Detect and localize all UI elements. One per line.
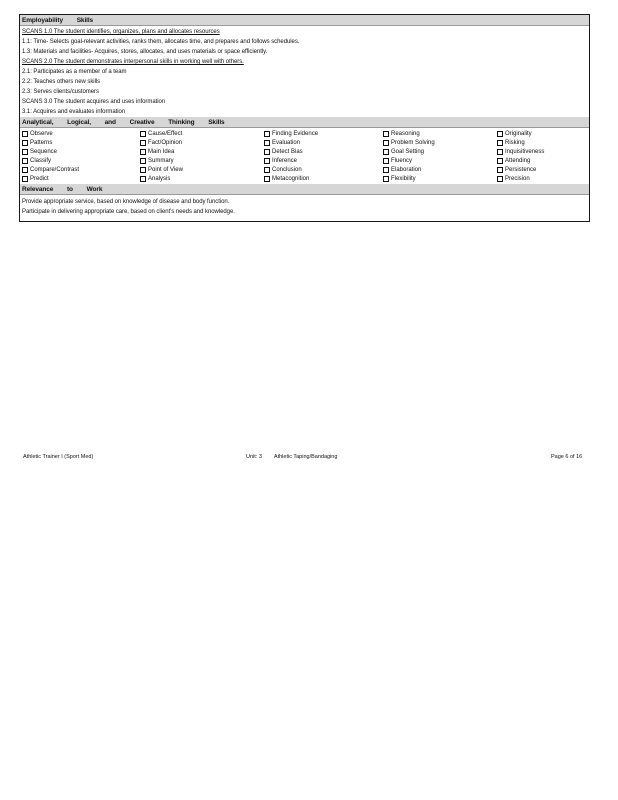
- thinking-header-word: Skills: [208, 119, 225, 126]
- scans-heading: SCANS 2.0 The student demonstrates interpersonal skills in working well with others.: [22, 59, 244, 65]
- relevance-line: Provide appropriate service, based on knowledge of disease and body function.: [22, 199, 230, 205]
- skill-label: Precision: [505, 176, 530, 183]
- skill-label: Conclusion: [272, 167, 302, 174]
- checkbox[interactable]: [22, 158, 28, 164]
- skill-label: Classify: [30, 158, 52, 165]
- checkbox[interactable]: [383, 158, 389, 164]
- checkbox[interactable]: [383, 176, 389, 182]
- skill-label: Detect Bias: [272, 148, 303, 155]
- skill-label: Cause/Effect: [148, 130, 183, 137]
- skill-label: Evaluation: [272, 139, 301, 146]
- checkbox[interactable]: [264, 158, 270, 164]
- skills-column: [22, 129, 140, 184]
- scans-line: 2.1: Participates as a member of a team: [22, 69, 127, 75]
- checkbox[interactable]: [22, 149, 28, 155]
- skill-label: Flexibility: [391, 176, 416, 183]
- skill-label: Patterns: [30, 139, 53, 146]
- skill-checkbox-item[interactable]: [383, 138, 497, 147]
- footer-unit-label: Unit: 3: [246, 454, 262, 460]
- skill-label: Fact/Opinion: [148, 139, 183, 146]
- employability-header-word: Skills: [76, 17, 94, 24]
- checkbox[interactable]: [497, 158, 503, 164]
- skill-label: Summary: [148, 158, 174, 165]
- skill-checkbox-item[interactable]: [264, 175, 383, 184]
- skill-checkbox-item[interactable]: [383, 157, 497, 166]
- skill-checkbox-item[interactable]: [22, 129, 140, 138]
- checkbox[interactable]: [497, 140, 503, 146]
- scans-heading: SCANS 1.0 The student identifies, organizes, plans and allocates resources: [22, 29, 220, 35]
- relevance-line: Participate in delivering appropriate care, based on client's needs and knowledge.: [22, 209, 235, 215]
- checkbox[interactable]: [140, 176, 146, 182]
- scans-line: 1.3: Materials and facilities- Acquires, stores, allocates, and uses materials or space efficiently.: [22, 49, 268, 55]
- checkbox[interactable]: [22, 131, 28, 137]
- scans-line: SCANS 3.0 The student acquires and uses information: [22, 99, 166, 105]
- checkbox[interactable]: [264, 140, 270, 146]
- skill-label: Predict: [30, 176, 49, 183]
- skill-label: Originality: [505, 130, 532, 137]
- skill-checkbox-item[interactable]: [22, 175, 140, 184]
- relevance-header: [20, 184, 589, 195]
- checkbox[interactable]: [383, 149, 389, 155]
- checkbox[interactable]: [383, 167, 389, 173]
- skill-label: Sequence: [30, 148, 58, 155]
- checkbox[interactable]: [22, 176, 28, 182]
- scans-line: 2.3: Serves clients/customers: [22, 89, 99, 95]
- skill-label: Metacognition: [272, 176, 310, 183]
- skill-checkbox-item[interactable]: [383, 175, 497, 184]
- skill-label: Observe: [30, 130, 53, 137]
- skill-checkbox-item[interactable]: [497, 157, 587, 166]
- skill-checkbox-item[interactable]: [497, 138, 587, 147]
- checkbox[interactable]: [264, 149, 270, 155]
- footer-unit-title: Athletic Taping/Bandaging: [273, 454, 338, 460]
- skill-label: Compare/Contrast: [30, 167, 80, 174]
- skill-label: Finding Evidence: [272, 130, 319, 137]
- skill-checkbox-item[interactable]: [140, 166, 264, 175]
- checkbox[interactable]: [140, 131, 146, 137]
- skills-column: [264, 129, 383, 184]
- checkbox[interactable]: [264, 176, 270, 182]
- skill-checkbox-item[interactable]: [497, 175, 587, 184]
- skills-column: [140, 129, 264, 184]
- scans-list: [20, 26, 589, 117]
- employability-header: [20, 15, 589, 26]
- skill-label: Reasoning: [391, 130, 420, 137]
- skill-checkbox-item[interactable]: [383, 147, 497, 156]
- skill-checkbox-item[interactable]: [22, 166, 140, 175]
- thinking-header-word: Logical,: [67, 119, 91, 126]
- checkbox[interactable]: [140, 149, 146, 155]
- skills-column: [497, 129, 587, 184]
- checkbox[interactable]: [383, 140, 389, 146]
- skill-checkbox-item[interactable]: [264, 166, 383, 175]
- thinking-header-word: Thinking: [168, 119, 195, 126]
- skill-checkbox-item[interactable]: [140, 175, 264, 184]
- checkbox[interactable]: [264, 167, 270, 173]
- skill-checkbox-item[interactable]: [140, 138, 264, 147]
- skill-label: Main Idea: [148, 148, 175, 155]
- thinking-skills-grid: [20, 128, 589, 184]
- footer-page-number: Page 6 of 16: [551, 454, 583, 460]
- skill-checkbox-item[interactable]: [264, 157, 383, 166]
- relevance-header-word: Relevance: [22, 186, 54, 193]
- skill-label: Fluency: [391, 158, 413, 165]
- relevance-header-word: Work: [86, 186, 103, 193]
- checkbox[interactable]: [264, 131, 270, 137]
- skill-checkbox-item[interactable]: [140, 129, 264, 138]
- checkbox[interactable]: [383, 131, 389, 137]
- skill-checkbox-item[interactable]: [22, 147, 140, 156]
- skill-label: Inference: [272, 158, 298, 165]
- skills-table: [19, 14, 590, 222]
- relevance-header-word: to: [66, 186, 73, 193]
- employability-header-word: Employability: [22, 17, 63, 24]
- skill-checkbox-item[interactable]: [497, 166, 587, 175]
- thinking-header-word: Creative: [129, 119, 155, 126]
- skill-label: Attending: [505, 158, 531, 165]
- footer-unit: [246, 454, 349, 460]
- skill-checkbox-item[interactable]: [383, 166, 497, 175]
- skill-checkbox-item[interactable]: [264, 147, 383, 156]
- checkbox[interactable]: [497, 167, 503, 173]
- checkbox[interactable]: [140, 158, 146, 164]
- skill-label: Point of View: [148, 167, 183, 174]
- skill-checkbox-item[interactable]: [140, 147, 264, 156]
- skill-label: Risking: [505, 139, 525, 146]
- skill-checkbox-item[interactable]: [140, 157, 264, 166]
- skill-checkbox-item[interactable]: [497, 147, 587, 156]
- thinking-skills-header: [20, 117, 589, 128]
- skill-label: Analysis: [148, 176, 171, 183]
- skill-checkbox-item[interactable]: [264, 138, 383, 147]
- skill-checkbox-item[interactable]: [22, 138, 140, 147]
- skill-checkbox-item[interactable]: [383, 129, 497, 138]
- scans-line: 1.1: Time- Selects goal-relevant activities, ranks them, allocates time, and prepares and follows schedules.: [22, 39, 300, 45]
- skill-label: Inquisitiveness: [505, 148, 545, 155]
- scans-line: 3.1: Acquires and evaluates information: [22, 109, 126, 115]
- relevance-list: [20, 195, 589, 217]
- footer-course: Athletic Trainer I (Sport Med): [23, 454, 94, 460]
- checkbox[interactable]: [497, 149, 503, 155]
- skills-column: [383, 129, 497, 184]
- thinking-header-word: Analytical,: [22, 119, 54, 126]
- skill-checkbox-item[interactable]: [264, 129, 383, 138]
- checkbox[interactable]: [140, 167, 146, 173]
- skill-checkbox-item[interactable]: [497, 129, 587, 138]
- skill-label: Problem Solving: [391, 139, 435, 146]
- checkbox[interactable]: [497, 176, 503, 182]
- skill-label: Persistence: [505, 167, 537, 174]
- skill-label: Goal Setting: [391, 148, 425, 155]
- skill-checkbox-item[interactable]: [22, 157, 140, 166]
- thinking-header-word: and: [104, 119, 116, 126]
- checkbox[interactable]: [22, 140, 28, 146]
- checkbox[interactable]: [497, 131, 503, 137]
- checkbox[interactable]: [140, 140, 146, 146]
- checkbox[interactable]: [22, 167, 28, 173]
- scans-line: 2.2: Teaches others new skills: [22, 79, 101, 85]
- skill-label: Elaboration: [391, 167, 422, 174]
